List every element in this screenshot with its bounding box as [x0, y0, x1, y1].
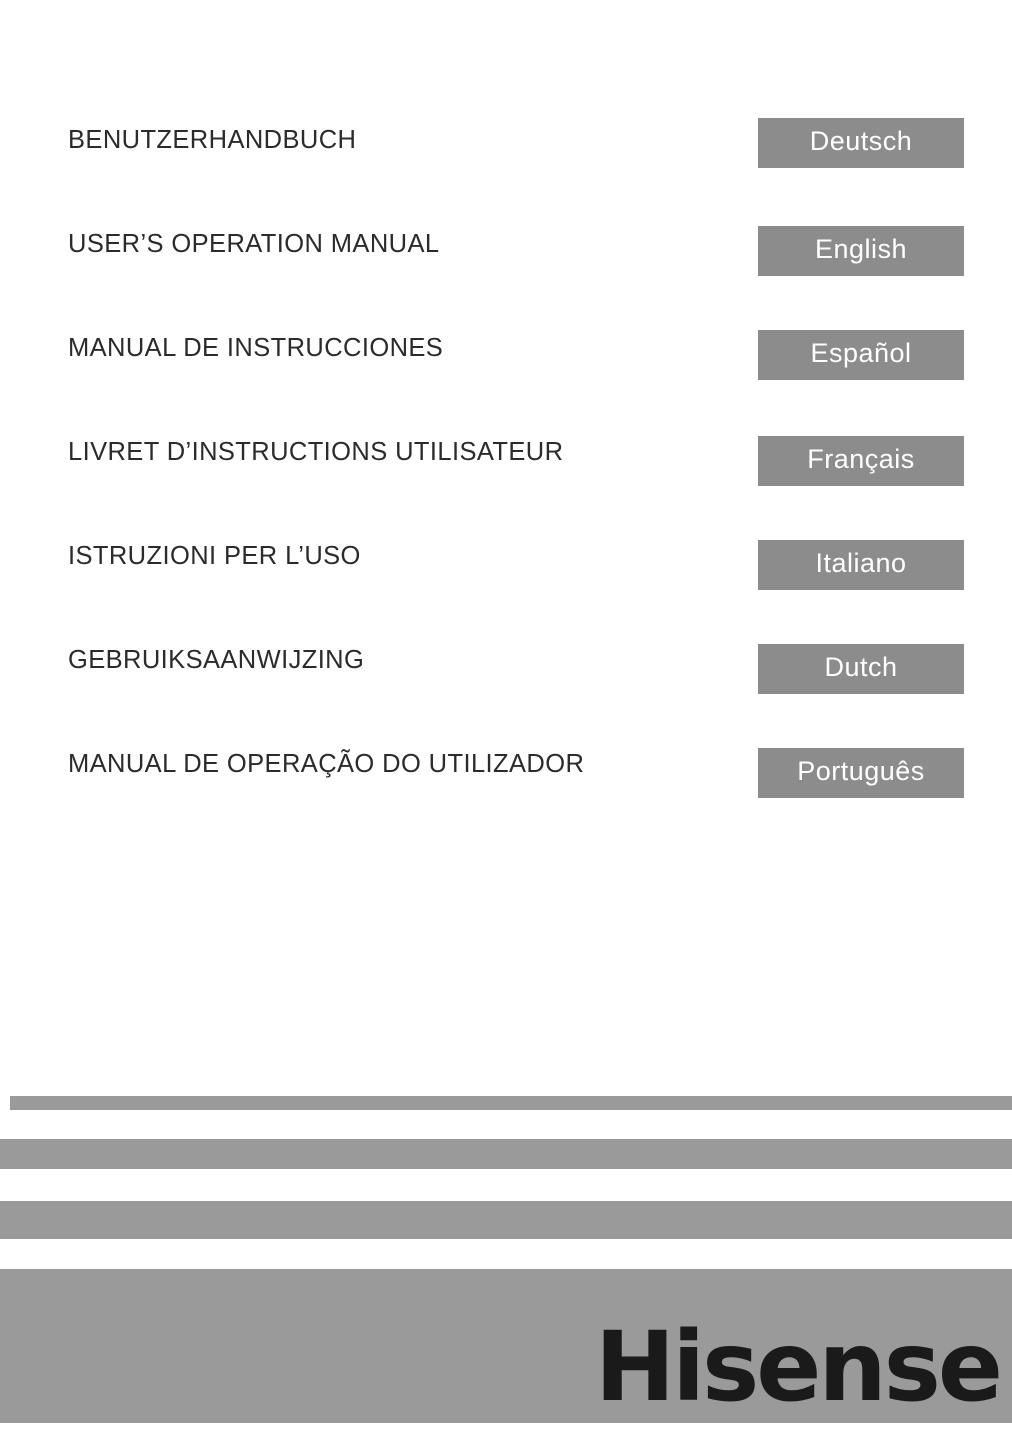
brand-logo: Hisense	[594, 1311, 1000, 1423]
language-row	[0, 520, 1012, 624]
manual-title-nl: GEBRUIKSAANWIJZING	[68, 646, 365, 674]
decorative-bar-3	[0, 1201, 1012, 1239]
language-chip-es: Español	[758, 330, 964, 380]
decorative-bar-1	[10, 1096, 1012, 1110]
language-chip-it: Italiano	[758, 540, 964, 590]
language-chip-nl: Dutch	[758, 644, 964, 694]
language-row	[0, 728, 1012, 832]
language-row	[0, 104, 1012, 208]
language-row	[0, 208, 1012, 312]
manual-title-es: MANUAL DE INSTRUCCIONES	[68, 334, 444, 362]
language-chip-pt: Português	[758, 748, 964, 798]
manual-title-en: USER’S OPERATION MANUAL	[68, 230, 440, 258]
language-row	[0, 416, 1012, 520]
manual-title-it: ISTRUZIONI PER L’USO	[68, 542, 361, 570]
language-list	[0, 104, 1012, 832]
decorative-bar-2	[0, 1139, 1012, 1169]
language-chip-de: Deutsch	[758, 118, 964, 168]
language-row	[0, 624, 1012, 728]
language-chip-en: English	[758, 226, 964, 276]
language-row	[0, 312, 1012, 416]
language-chip-fr: Français	[758, 436, 964, 486]
manual-title-fr: LIVRET D’INSTRUCTIONS UTILISATEUR	[68, 438, 564, 466]
manual-title-pt: MANUAL DE OPERAÇÃO DO UTILIZADOR	[68, 750, 585, 778]
manual-title-de: BENUTZERHANDBUCH	[68, 126, 357, 154]
